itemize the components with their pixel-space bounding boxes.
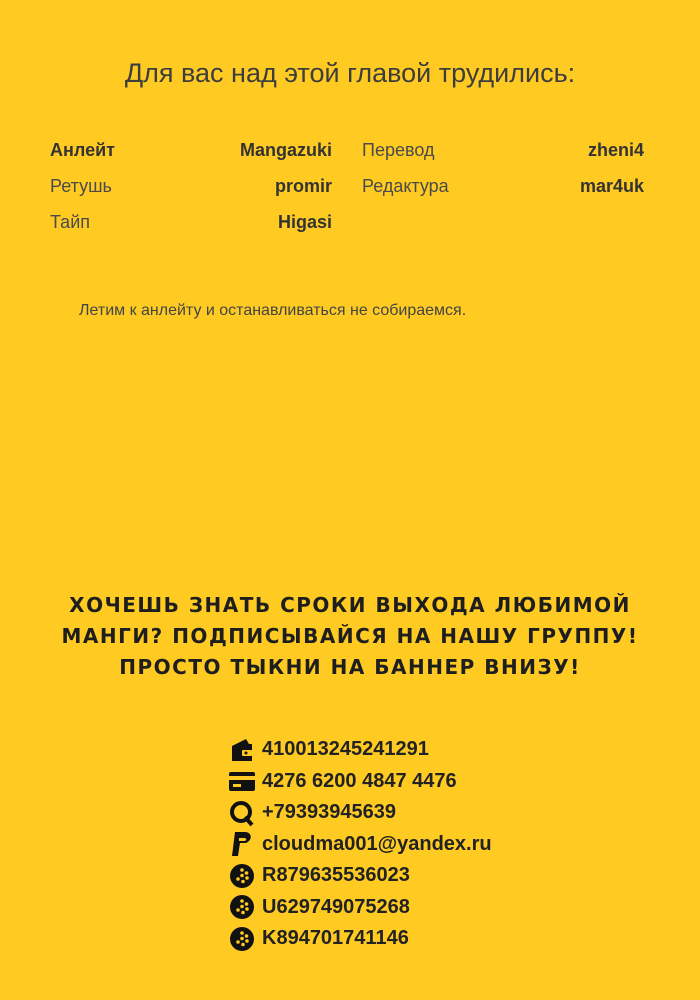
payment-item xyxy=(228,766,492,798)
promo-text xyxy=(0,590,700,683)
payment-item xyxy=(228,860,492,892)
credit-entry xyxy=(362,176,644,197)
credit-role: Ретушь xyxy=(50,175,112,196)
credit-entry xyxy=(50,212,332,233)
promo-line: МАНГИ? ПОДПИСЫВАЙСЯ НА НАШУ ГРУППУ! xyxy=(61,624,639,648)
credits-row xyxy=(50,204,644,240)
payment-value: 4276 6200 4847 4476 xyxy=(262,769,457,792)
promo-line: ПРОСТО ТЫКНИ НА БАННЕР ВНИЗУ! xyxy=(119,655,581,679)
credits-table xyxy=(50,132,644,240)
payment-item xyxy=(228,734,492,766)
payment-value: K894701741146 xyxy=(262,927,409,950)
paypal-icon xyxy=(228,830,256,858)
credit-role: Тайп xyxy=(50,211,90,232)
credit-name: Higasi xyxy=(277,211,332,232)
credit-name: zheni4 xyxy=(587,139,644,160)
payment-value: cloudma001@yandex.ru xyxy=(262,832,492,855)
yandex-wallet-icon xyxy=(228,736,256,764)
credit-entry xyxy=(50,140,332,161)
promo-line: ХОЧЕШЬ ЗНАТЬ СРОКИ ВЫХОДА ЛЮБИМОЙ xyxy=(69,593,631,617)
credit-entry xyxy=(50,176,332,197)
payment-value: 410013245241291 xyxy=(262,738,429,761)
payment-item xyxy=(228,797,492,829)
credit-role: Перевод xyxy=(362,139,435,160)
credit-name: promir xyxy=(274,175,332,196)
credit-name: mar4uk xyxy=(579,175,644,196)
payment-value: R879635536023 xyxy=(262,864,410,887)
page-title: Для вас над этой главой трудились: xyxy=(124,58,576,88)
payment-item xyxy=(228,829,492,861)
credit-role: Анлейт xyxy=(50,139,115,160)
payment-list xyxy=(228,734,492,955)
credit-role: Редактура xyxy=(362,175,449,196)
payment-item xyxy=(228,892,492,924)
payment-item xyxy=(228,923,492,955)
chapter-comment: Летим к анлейту и останавливаться не собираемся. xyxy=(79,302,467,319)
payment-value: U629749075268 xyxy=(262,895,410,918)
credits-row xyxy=(50,132,644,168)
webmoney-icon xyxy=(228,893,256,921)
webmoney-icon xyxy=(228,862,256,890)
credits-row xyxy=(50,168,644,204)
credit-entry xyxy=(362,140,644,161)
bank-card-icon xyxy=(228,767,256,795)
payment-value: +79393945639 xyxy=(262,801,397,824)
qiwi-icon xyxy=(228,799,256,827)
credit-name: Mangazuki xyxy=(239,139,332,160)
webmoney-icon xyxy=(228,925,256,953)
